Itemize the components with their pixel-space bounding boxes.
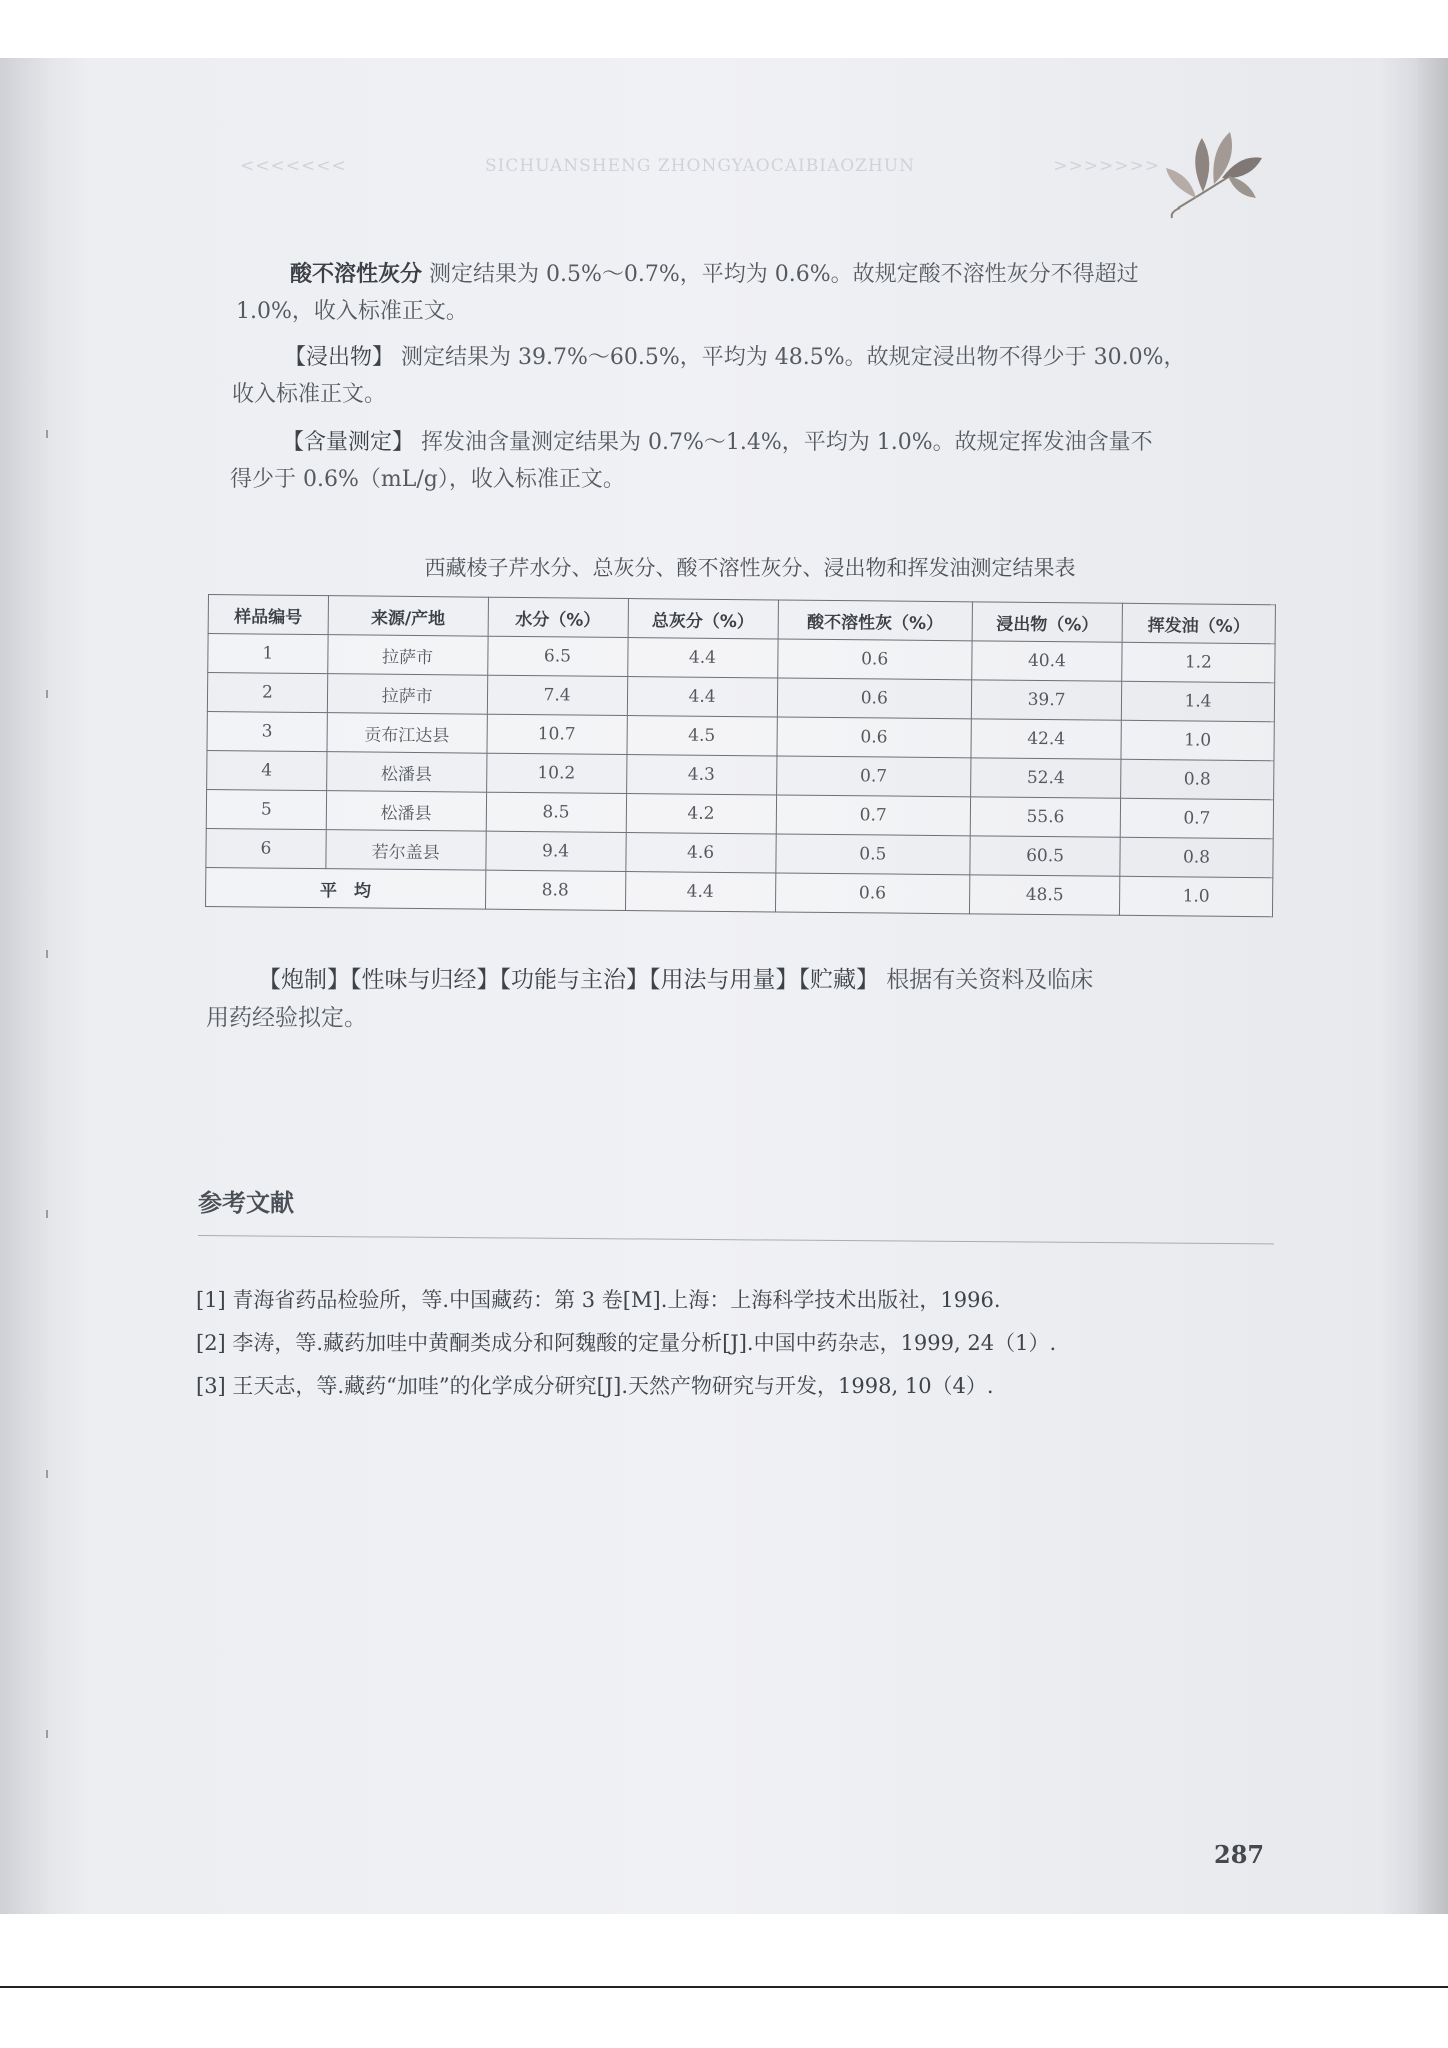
cell: 4.4: [627, 677, 777, 717]
cell: 0.6: [777, 639, 972, 680]
paragraph-acid-insoluble-ash: [290, 255, 1139, 295]
references-title: 参考文献: [198, 1189, 294, 1217]
assay-text-cont: 得少于 0.6%（mL/g），收入标准正文。: [230, 467, 625, 492]
processing-text-cont: 用药经验拟定。: [206, 1005, 367, 1031]
cell: 0.8: [1120, 837, 1273, 877]
cell: 40.4: [972, 641, 1122, 681]
cell: 拉萨市: [328, 635, 488, 676]
leaf-sprig-icon: [1158, 120, 1268, 220]
results-table: [205, 594, 1276, 917]
cell: 0.6: [777, 717, 972, 758]
extract-heading: 【浸出物】: [284, 345, 395, 370]
cell: 1.0: [1121, 720, 1274, 760]
reference-item: [2] 李涛，等.藏药加哇中黄酮类成分和阿魏酸的定量分析[J].中国中药杂志，1999, 24（1）.: [196, 1331, 1057, 1355]
paragraph-assay: [282, 423, 1153, 463]
cell: 0.5: [775, 834, 970, 875]
cell: 10.7: [486, 714, 626, 754]
cell: 1.0: [1119, 876, 1272, 916]
page-edge: [1418, 58, 1448, 1914]
paragraph-assay-cont: [230, 460, 625, 500]
cell: 0.7: [1120, 798, 1273, 838]
cell: 2: [207, 673, 327, 713]
cell: 1.4: [1121, 681, 1274, 721]
cell: 1: [208, 634, 328, 674]
acid-insoluble-ash-heading: 酸不溶性灰分: [290, 262, 423, 287]
extract-text: 测定结果为 39.7%～60.5%，平均为 48.5%。故规定浸出物不得少于 30.0%，: [394, 345, 1186, 370]
header-title: SICHUANSHENG ZHONGYAOCAIBIAOZHUN: [485, 156, 915, 176]
cell: 拉萨市: [327, 674, 487, 715]
table-title: 西藏棱子芹水分、总灰分、酸不溶性灰分、浸出物和挥发油测定结果表: [424, 556, 1076, 580]
cell: 松潘县: [326, 791, 486, 832]
header-left-marks: <<<<<<<: [240, 156, 347, 176]
processing-headings: 【炮制】【性味与归经】【功能与主治】【用法与用量】【贮藏】: [258, 967, 879, 993]
cell: 9.4: [485, 831, 625, 871]
cell: 若尔盖县: [326, 830, 486, 871]
running-header: [240, 154, 1160, 178]
cell: 10.2: [486, 753, 626, 793]
assay-heading: 【含量测定】: [282, 430, 415, 455]
processing-text: 根据有关资料及临床: [879, 967, 1094, 993]
cell: 0.7: [776, 795, 971, 836]
cell: 39.7: [971, 680, 1121, 720]
paragraph-extract: [284, 338, 1186, 378]
extract-text-cont: 收入标准正文。: [232, 382, 387, 407]
cell: 42.4: [971, 719, 1121, 759]
cell: 0.6: [777, 678, 972, 719]
acid-insoluble-ash-text: 测定结果为 0.5%～0.7%，平均为 0.6%。故规定酸不溶性灰分不得超过: [422, 262, 1139, 287]
reference-item: [3] 王天志，等.藏药“加哇”的化学成分研究[J].天然产物研究与开发，1998, 10（4）.: [196, 1374, 994, 1398]
binding-marks: [44, 430, 50, 1930]
cell: 0.8: [1121, 759, 1274, 799]
cell: 6.5: [487, 636, 627, 676]
paragraph-processing: [258, 960, 1093, 1000]
col-extract: 浸出物（%）: [972, 602, 1122, 642]
col-total-ash: 总灰分（%）: [628, 599, 778, 639]
col-sample-no: 样品编号: [208, 595, 328, 635]
reference-item: [1] 青海省药品检验所，等.中国藏药：第 3 卷[M].上海：上海科学技术出版社，1996.: [196, 1288, 1001, 1312]
header-right-marks: >>>>>>>: [1053, 156, 1160, 176]
cell: 8.8: [485, 870, 625, 910]
cell: 55.6: [970, 797, 1120, 837]
cell: 1.2: [1122, 642, 1275, 682]
cell: 7.4: [487, 675, 627, 715]
assay-text: 挥发油含量测定结果为 0.7%～1.4%，平均为 1.0%。故规定挥发油含量不: [414, 430, 1153, 455]
cell: 0.7: [776, 756, 971, 797]
paragraph-acid-insoluble-ash-cont: [236, 292, 468, 332]
col-origin: 来源/产地: [328, 596, 488, 637]
cell: 4.4: [627, 638, 777, 678]
cell: 4.6: [625, 833, 775, 873]
cell: 4.2: [626, 794, 776, 834]
cell: 0.6: [775, 873, 970, 914]
cell: 8.5: [486, 792, 626, 832]
bottom-rule: [0, 1986, 1448, 1988]
cell: 4.5: [627, 716, 777, 756]
paragraph-extract-cont: [232, 375, 386, 415]
col-moisture: 水分（%）: [488, 597, 628, 637]
cell: 4.3: [626, 755, 776, 795]
cell: 4: [207, 750, 327, 790]
cell: 5: [206, 789, 326, 829]
paragraph-processing-cont: [206, 998, 367, 1038]
cell: 48.5: [970, 875, 1120, 915]
col-volatile-oil: 挥发油（%）: [1122, 603, 1275, 643]
top-background: [0, 0, 1448, 58]
cell: 贡布江达县: [327, 713, 487, 754]
cell: 6: [206, 828, 326, 868]
cell: 3: [207, 711, 327, 751]
bottom-margin: [0, 1914, 1448, 2048]
acid-insoluble-ash-text-cont: 1.0%，收入标准正文。: [236, 299, 468, 324]
page-number: 287: [1214, 1840, 1265, 1869]
cell: 60.5: [970, 836, 1120, 876]
cell: 52.4: [971, 758, 1121, 798]
col-acid-ash: 酸不溶性灰（%）: [778, 600, 973, 641]
average-label: 平 均: [206, 867, 486, 909]
cell: 松潘县: [327, 752, 487, 793]
cell: 4.4: [625, 872, 775, 912]
